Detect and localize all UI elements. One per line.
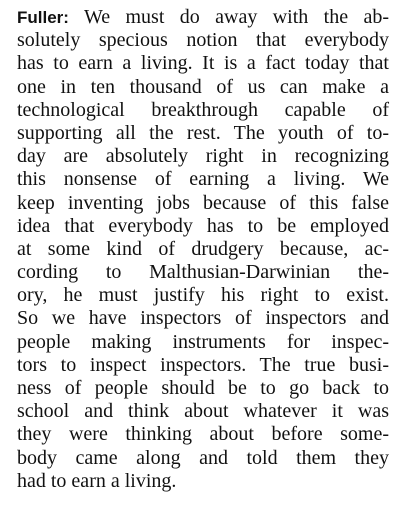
paragraph-line: had to earn a living. [17, 469, 177, 492]
paragraph-line: cording to Malthusian-Darwinian the- [17, 261, 389, 284]
paragraph-line: has to earn a living. It is a fact today that [17, 52, 389, 75]
paragraph-line: people making instruments for inspec- [17, 330, 389, 353]
paragraph-line: body came along and told them they [17, 446, 389, 469]
paragraph-line [17, 6, 389, 29]
paragraph-line-text: We must do away with the ab- [83, 6, 389, 28]
paragraph-line: solutely specious notion that everybody [17, 29, 389, 52]
speaker-name: Fuller: [17, 8, 69, 27]
paragraph-line: at some kind of drudgery because, ac- [17, 237, 389, 260]
paragraph-line: one in ten thousand of us can make a [17, 75, 389, 98]
paragraph-line: keep inventing jobs because of this false [17, 191, 389, 214]
paragraph-line: tors to inspect inspectors. The true busi- [17, 353, 389, 376]
quote-paragraph [17, 6, 389, 493]
paragraph-line: technological breakthrough capable of [17, 98, 389, 121]
paragraph-line: they were thinking about before some- [17, 423, 389, 446]
paragraph-line: day are absolutely right in recognizing [17, 145, 389, 168]
paragraph-line: supporting all the rest. The youth of to- [17, 121, 389, 144]
paragraph-line: idea that everybody has to be employed [17, 214, 389, 237]
paragraph-line: this nonsense of earning a living. We [17, 168, 389, 191]
paragraph-line: So we have inspectors of inspectors and [17, 307, 389, 330]
paragraph-line: ness of people should be to go back to [17, 377, 389, 399]
paragraph-line: school and think about whatever it was [17, 400, 389, 423]
paragraph-line: ory, he must justify his right to exist. [17, 284, 389, 307]
